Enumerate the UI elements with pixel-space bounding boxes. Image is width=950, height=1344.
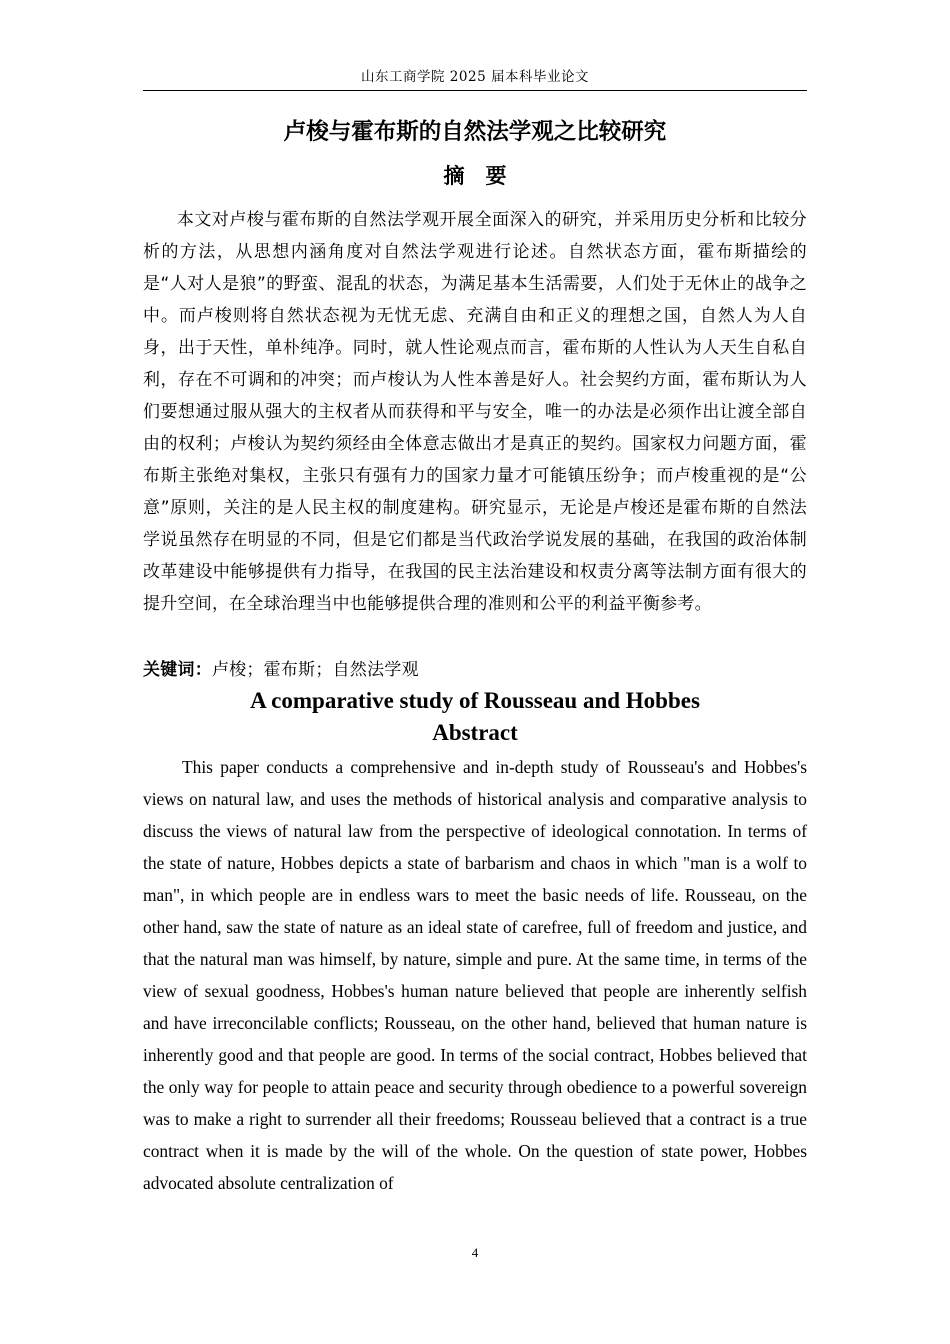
header-rule — [143, 90, 807, 91]
english-abstract-body: This paper conducts a comprehensive and in-depth study of Rousseau's and Hobbes's views on natural law, and uses the methods of historical analysis and comparative analysis to discuss the views of natural law from the perspective of ideological connotation. In terms of the state of nature, Hobbes depicts a state of barbarism and chaos in which "man is a wolf to man", in which people are in endless wars to meet the basic needs of life. Rousseau, on the other hand, saw the state of nature as an ideal state of carefree, full of freedom and justice, and that the natural man was himself, by nature, simple and pure. At the same time, in terms of the view of sexual goodness, Hobbes's human nature believed that people are inherently selfish and have irreconcilable conflicts; Rousseau, on the other hand, believed that human nature is inherently good and that people are good. In terms of the social contract, Hobbes believed that the only way for people to attain peace and security through obedience to a powerful sovereign was to make a right to surrender all their freedoms; Rousseau believed that a contract is a true contract when it is made by the will of the whole. On the question of state power, Hobbes advocated absolute centralization of — [143, 757, 807, 1193]
keywords-value: 卢梭；霍布斯；自然法学观 — [211, 659, 419, 679]
chinese-abstract-body: 本文对卢梭与霍布斯的自然法学观开展全面深入的研究，并采用历史分析和比较分析的方法，从思想内涵角度对自然法学观进行论述。自然状态方面，霍布斯描绘的是“人对人是狼”的野蛮、混乱的状态，为满足基本生活需要，人们处于无休止的战争之中。而卢梭则将自然状态视为无忧无虑、充满自由和正义的理想之国，自然人为人自身，出于天性，单朴纯净。同时，就人性论观点而言，霍布斯的人性认为人天生自私自利，存在不可调和的冲突；而卢梭认为人性本善是好人。社会契约方面，霍布斯认为人们要想通过服从强大的主权者从而获得和平与安全，唯一的办法是必须作出让渡全部自由的权利；卢梭认为契约须经由全体意志做出才是真正的契约。国家权力问题方面，霍布斯主张绝对集权，主张只有强有力的国家力量才可能镇压纷争；而卢梭重视的是“公意”原则，关注的是人民主权的制度建构。研究显示，无论是卢梭还是霍布斯的自然法学说虽然存在明显的不同，但是它们都是当代政治学说发展的基础，在我国的政治体制改革建设中能够提供有力指导，在我国的民主法治建设和权责分离等法制方面有很大的提升空间，在全球治理当中也能够提供合理的准则和公平的利益平衡参考。 — [143, 209, 807, 613]
english-title: A comparative study of Rousseau and Hobbes — [250, 688, 700, 713]
chinese-title: 卢梭与霍布斯的自然法学观之比较研究 — [283, 119, 667, 145]
chinese-keywords — [143, 653, 807, 685]
english-abstract-heading: Abstract — [432, 720, 518, 745]
running-header: 山东工商学院 2025 届本科毕业论文 — [361, 69, 589, 85]
chinese-abstract-heading: 摘 要 — [443, 164, 507, 188]
page-number: 4 — [471, 1245, 479, 1260]
keywords-label: 关键词： — [143, 659, 212, 679]
